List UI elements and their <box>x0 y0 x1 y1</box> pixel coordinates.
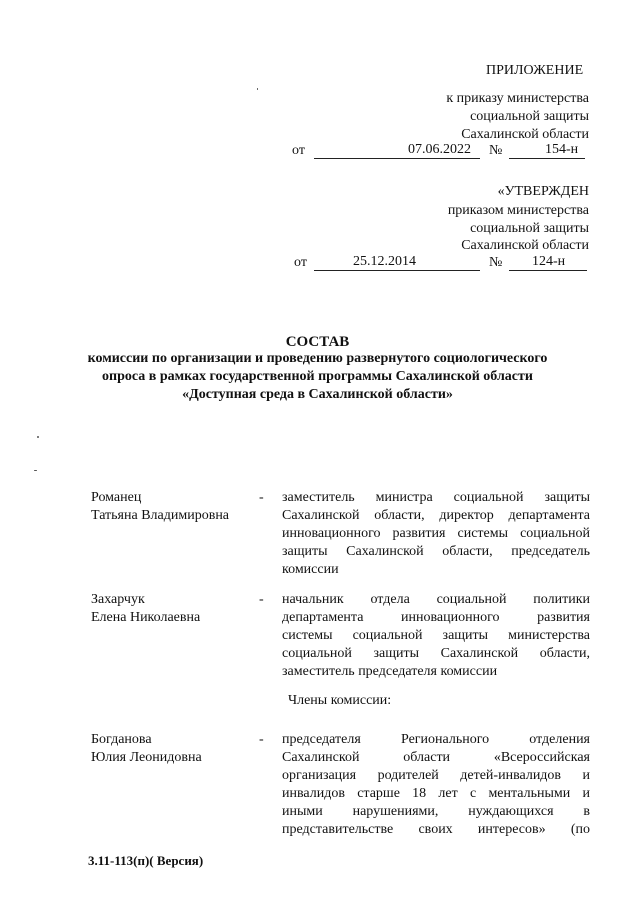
approved-title: «УТВЕРЖДЕН <box>497 184 589 199</box>
approved-from-label: от <box>294 255 307 270</box>
description-line: защиты Сахалинской области, председатель <box>282 544 590 559</box>
description-line: инновационного развития системы социальной <box>282 526 590 541</box>
description-line: инвалидов старше 18 лет с ментальными и <box>282 786 590 801</box>
ministry-line: социальной защиты <box>470 109 589 124</box>
description-line: иными нарушениями, нуждающихся в <box>282 804 590 819</box>
title-line1: комиссии по организации и проведению развернутого социологического <box>87 351 548 366</box>
description-line: начальник отдела социальной политики <box>282 592 590 607</box>
member-dash: - <box>259 732 264 747</box>
description-line: представительстве своих интересов» (по <box>282 822 590 837</box>
approved-line3: Сахалинской области <box>461 238 589 253</box>
member-surname: Романец <box>91 490 142 505</box>
member-name: Елена Николаевна <box>91 610 201 625</box>
approved-date: 25.12.2014 <box>353 254 416 269</box>
footer-text: 3.11-113(п)( Версия) <box>88 853 204 868</box>
description-line: Сахалинской области «Всероссийская <box>282 750 590 765</box>
scan-speck <box>34 470 37 471</box>
approved-line2: социальной защиты <box>470 221 589 236</box>
member-surname: Богданова <box>91 732 152 747</box>
title-line3: «Доступная среда в Сахалинской области» <box>182 387 453 402</box>
document-title: СОСТАВ <box>285 334 350 350</box>
member-surname: Захарчук <box>91 592 145 607</box>
description-line: социальной защиты Сахалинской области, <box>282 646 590 661</box>
order-date: 07.06.2022 <box>408 142 471 157</box>
description-line: заместитель министра социальной защиты <box>282 490 590 505</box>
appendix-title: ПРИЛОЖЕНИЕ <box>486 63 584 78</box>
scan-speck <box>37 436 39 438</box>
approved-number: 124-н <box>532 254 566 269</box>
description-line: системы социальной защиты министерства <box>282 628 590 643</box>
description-line: председателя Регионального отделения <box>282 732 590 747</box>
title-line2: опроса в рамках государственной программы Сахалинской области <box>102 369 533 384</box>
to-order-line: к приказу министерства <box>446 91 589 106</box>
description-line: департамента инновационного развития <box>282 610 590 625</box>
document-footer-code <box>88 852 203 870</box>
description-line: заместитель председателя комиссии <box>282 664 498 679</box>
member-description <box>282 591 590 681</box>
members-heading: Члены комиссии: <box>288 693 392 708</box>
member-description <box>282 731 590 839</box>
member-dash: - <box>259 490 264 505</box>
description-line: организация родителей детей-инвалидов и <box>282 768 590 783</box>
member-name: Татьяна Владимировна <box>91 508 230 523</box>
order-from-label: от <box>292 143 305 158</box>
scan-speck <box>257 88 258 90</box>
description-line: Сахалинской области, директор департамента <box>282 508 590 523</box>
member-dash: - <box>259 592 264 607</box>
region-line: Сахалинской области <box>461 127 589 142</box>
order-number: 154-н <box>545 142 579 157</box>
approved-line1: приказом министерства <box>447 203 589 218</box>
order-number-sign: № <box>489 143 503 158</box>
member-description <box>282 489 590 579</box>
member-name: Юлия Леонидовна <box>91 750 202 765</box>
approved-number-sign: № <box>489 255 503 270</box>
description-line: комиссии <box>282 562 339 577</box>
